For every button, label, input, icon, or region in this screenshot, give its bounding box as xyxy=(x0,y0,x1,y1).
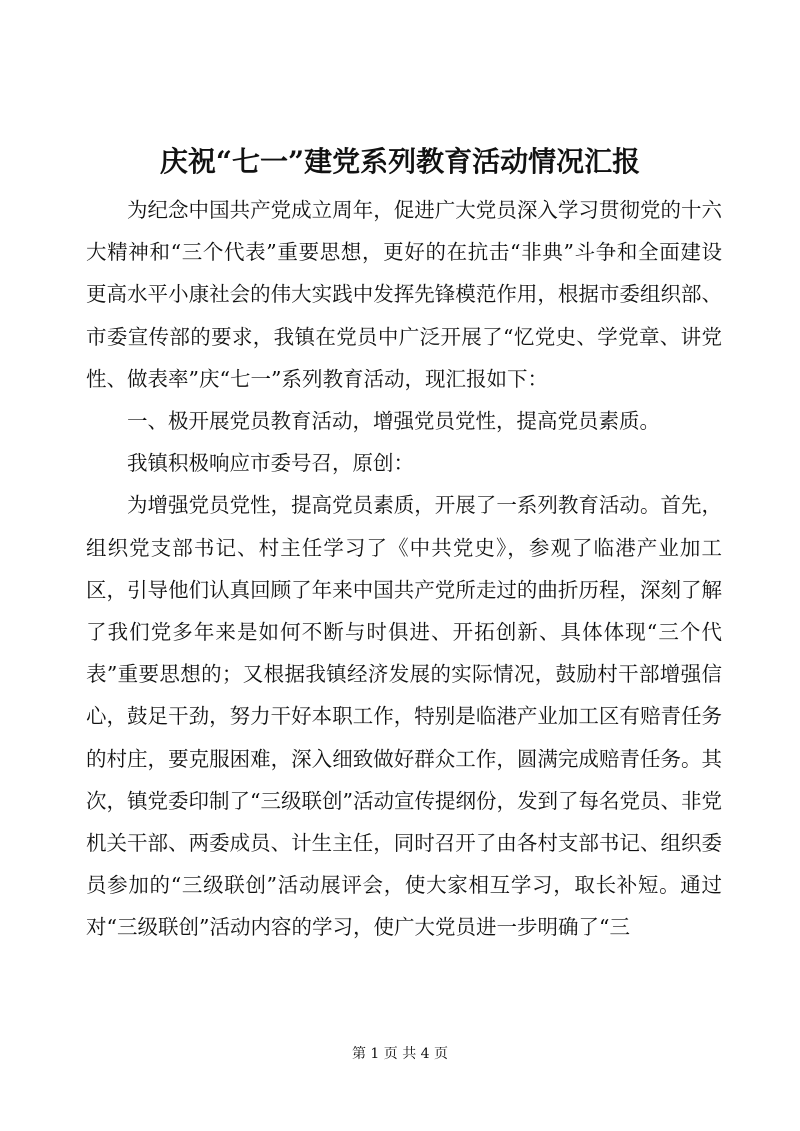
section-heading: 一、极开展党员教育活动，增强党员党性，提高党员素质。 xyxy=(127,409,660,434)
document-title: 庆祝“七一”建党系列教育活动情况汇报 xyxy=(159,145,641,178)
intro-paragraph: 为纪念中国共产党成立周年，促进广大党员深入学习贯彻党的十六大精神和“三个代表”重要思想，更好的在抗击“非典”斗争和全面建设更高水平小康社会的伟大实践中发挥先锋模范作用，根据市委组织部、市委宣传部的要求，我镇在党员中广泛开展了“忆党史、学党章、讲党性、做表率”庆“七一”系列教育活动，现汇报如下： xyxy=(86,198,722,391)
document-body xyxy=(86,189,722,949)
page-footer: 第 1 页 共 4 页 xyxy=(351,1046,449,1062)
body-paragraph: 为增强党员党性，提高党员素质，开展了一系列教育活动。首先，组织党支部书记、村主任学习了《中共党史》，参观了临港产业加工区，引导他们认真回顾了年来中国共产党所走过的曲折历程，深刻了解了我们党多年来是如何不断与时俱进、开拓创新、具体体现“三个代表”重要思想的；又根据我镇经济发展的实际情况，鼓励村干部增强信心，鼓足干劲，努力干好本职工作，特别是临港产业加工区有赔青任务的村庄，要克服困难，深入细致做好群众工作，圆满完成赔青任务。其次，镇党委印制了“三级联创”活动宣传提纲份，发到了每名党员、非党机关干部、两委成员、计生主任，同时召开了由各村支部书记、组织委员参加的“三级联创”活动展评会，使大家相互学习，取长补短。通过对“三级联创”活动内容的学习，使广大党员进一步明确了“三 xyxy=(86,493,722,940)
body-paragraph: 我镇积极响应市委号召，原创： xyxy=(127,451,414,476)
